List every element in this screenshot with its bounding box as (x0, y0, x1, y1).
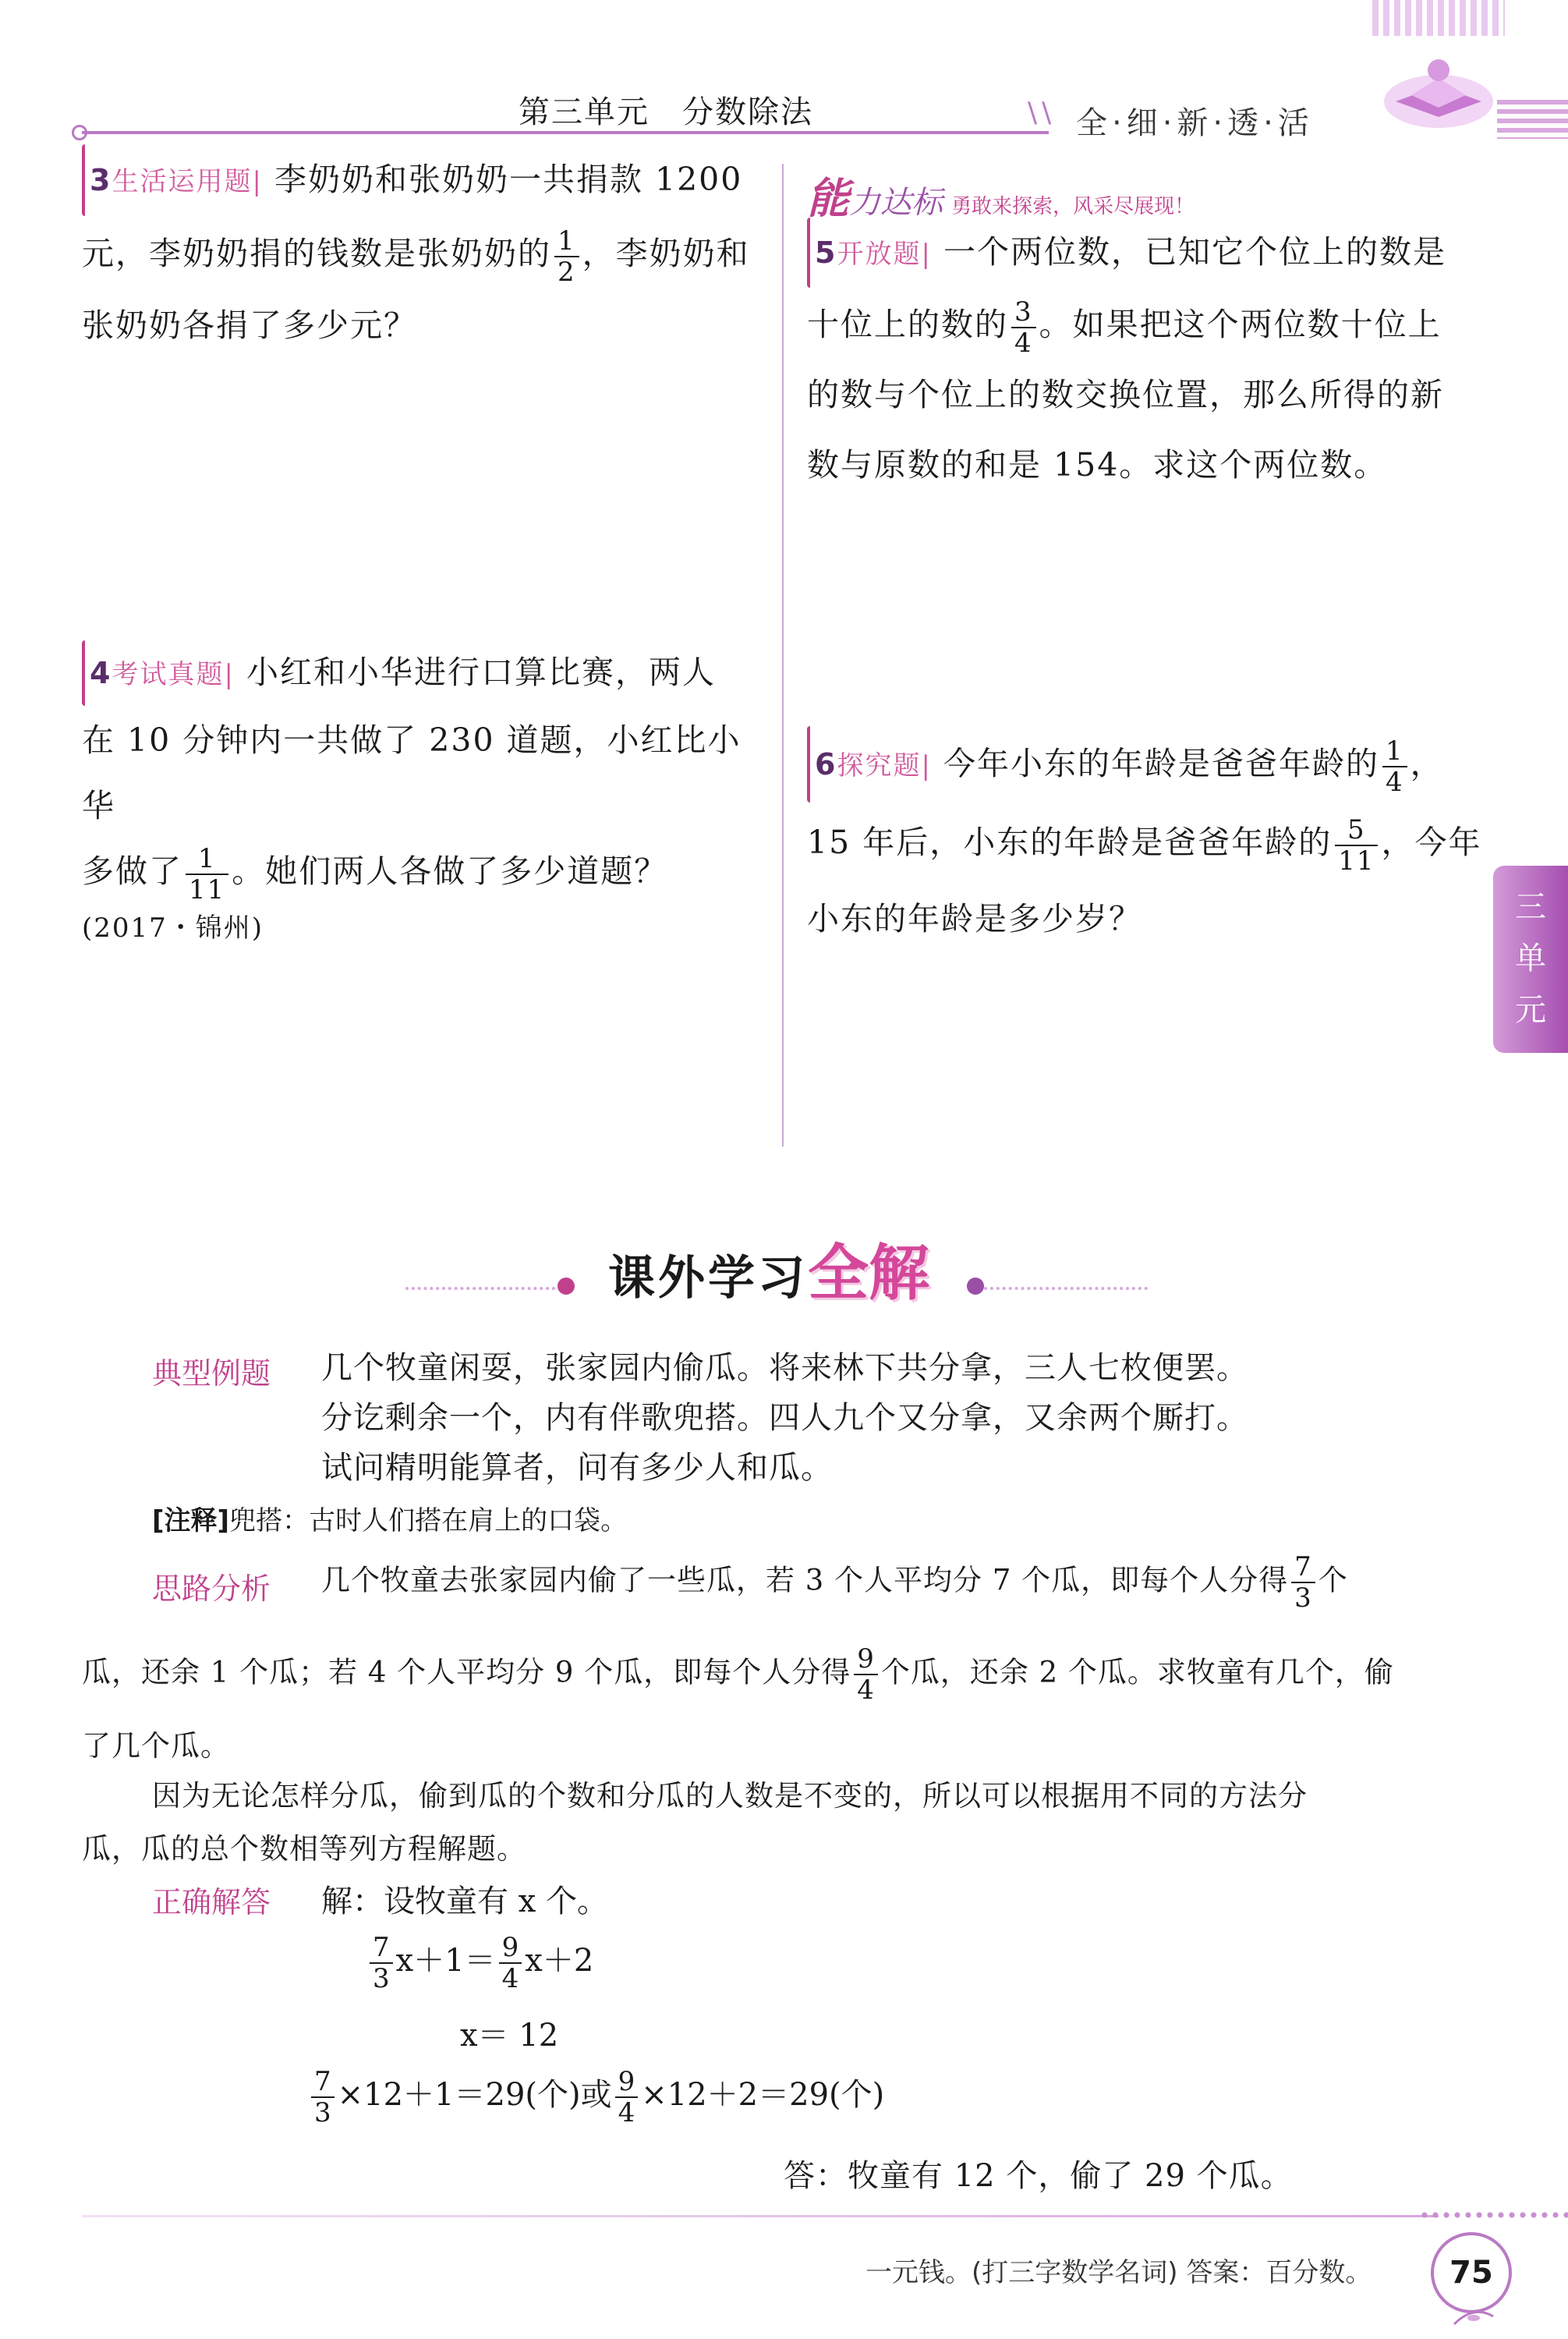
question-text: ，李奶奶和 (582, 235, 750, 272)
question-text: 一个两位数，已知它个位上的数是 (943, 233, 1446, 271)
section-title-text: 课外学习 (608, 1251, 808, 1306)
section-dot-left (557, 1278, 575, 1295)
equation-3 (308, 2067, 884, 2128)
section-title-emphasis: 全解 (808, 1238, 930, 1309)
question-text: 。如果把这个两位数十位上 (1039, 306, 1442, 343)
question-3-line-3: 张奶奶各捐了多少元？ (82, 307, 417, 344)
question-source: (2017・锦州) (82, 912, 264, 944)
equation-1 (366, 1933, 593, 1993)
equation-text: ×12＋2＝29(个) (641, 2077, 885, 2113)
question-tag: 探究题 (837, 750, 922, 781)
question-3-line-1: 3生活运用题| 李奶奶和张奶奶一共捐款 1200 (82, 144, 768, 218)
book-logo-icon (1380, 47, 1497, 133)
question-tag: 生活运用题 (111, 166, 253, 197)
ability-slogan: 勇敢来探索，风采尽展现！ (951, 195, 1195, 218)
poem-line: 几个牧童闲耍，张家园内偷瓜。将来林下共分拿，三人七枚便罢。 (321, 1350, 1248, 1386)
question-3 (82, 144, 768, 361)
analysis-label: 思路分析 (152, 1572, 271, 1606)
question-text: ， (1410, 745, 1444, 782)
footer-dots (1419, 2211, 1568, 2219)
answer-label: 正确解答 (152, 1885, 271, 1919)
fraction: $\frac{1}{4}$ (1382, 736, 1407, 797)
question-3-line-2 (82, 218, 768, 289)
question-number: 6 (807, 726, 837, 803)
fraction: $\frac{9}{4}$ (615, 2067, 639, 2128)
fraction: $\frac{7}{3}$ (370, 1933, 393, 1993)
question-text: 元，李奶奶捐的钱数是张奶奶的 (82, 235, 551, 272)
question-5: 5开放题| 一个两位数，已知它个位上的数是 十位上的数的 $\frac{3}{4}$ 。如果把这个两位数十位上 的数与个位上的数交换位置，那么所得的新 数与原数的和是 154。求这个两位数。 (807, 217, 1509, 500)
question-text: 在 10 分钟内一共做了 230 道题，小红比小华 (82, 721, 742, 824)
question-6: 6探究题| 今年小东的年龄是爸爸年龄的 $\frac{1}{4}$ ， 15 年后，小东的年龄是爸爸年龄的 $\frac{5}{11}$ ，今年 小东的年龄是多少岁？ (807, 725, 1509, 957)
fraction: $\frac{7}{3}$ (311, 2067, 334, 2128)
example-label: 典型例题 (152, 1356, 271, 1391)
analysis-line-3: 了几个瓜。 (82, 1729, 230, 1763)
analysis-text: 几个牧童去张家园内偷了一些瓜，若 3 个人平均分 7 个瓜，即每个人分得 (321, 1563, 1289, 1597)
fraction: $\frac{1}{11}$ (186, 844, 228, 905)
question-text: 15 年后，小东的年龄是爸爸年龄的 (807, 824, 1333, 861)
analysis-text: 个瓜，还余 2 个瓜。求牧童有几个，偷 (880, 1655, 1394, 1689)
header-decoration-stripes (1372, 0, 1505, 36)
leaf-ornament-icon (1450, 2301, 1497, 2332)
equation-text: x＋2 (525, 1943, 594, 1979)
question-text: 今年小东的年龄是爸爸年龄的 (943, 745, 1379, 782)
poem-line: 分讫剩余一个，内有伴歌兜搭。四人九个又分拿，又余两个厮打。 (321, 1400, 1248, 1436)
fraction: $\frac{9}{4}$ (499, 1933, 522, 1993)
column-divider (782, 164, 784, 1146)
section-dot-right (967, 1278, 984, 1295)
side-tab-char: 三 (1515, 889, 1546, 925)
question-text: 数与原数的和是 154。求这个两位数。 (807, 446, 1388, 484)
question-text: 。她们两人各做了多少道题？ (232, 852, 668, 890)
ability-title-big: 能 (807, 174, 849, 223)
note-text: 兜搭：古时人们搭在肩上的口袋。 (229, 1505, 628, 1536)
equation-text: ×12＋1＝29(个)或 (337, 2077, 612, 2113)
analysis-text: 个 (1318, 1563, 1348, 1597)
reason-line-1: 因为无论怎样分瓜，偷到瓜的个数和分瓜的人数是不变的，所以可以根据用不同的方法分 (152, 1779, 1308, 1813)
question-number: 5 (807, 218, 837, 288)
question-text: ，今年 (1381, 824, 1482, 861)
section-title (608, 1224, 929, 1312)
footer-riddle: 一元钱。(打三字数学名词) 答案：百分数。 (865, 2257, 1372, 2288)
poem-line: 试问精明能算者，问有多少人和瓜。 (321, 1450, 833, 1486)
fraction: $\frac{7}{3}$ (1291, 1552, 1315, 1613)
unit-side-tab (1493, 866, 1568, 1053)
note (152, 1499, 627, 1537)
footer-rule (82, 2215, 1439, 2217)
answer-intro: 解：设牧童有 x 个。 (321, 1884, 608, 1919)
question-text: 小东的年龄是多少岁？ (807, 900, 1142, 937)
section-dotline-left (405, 1287, 561, 1290)
question-text: 李奶奶和张奶奶一共捐款 1200 (274, 161, 743, 198)
final-answer: 答：牧童有 12 个，偷了 29 个瓜。 (784, 2158, 1293, 2194)
analysis-text: 瓜，还余 1 个瓜；若 4 个人平均分 9 个瓜，即每个人分得 (82, 1655, 851, 1689)
page-number: 75 (1431, 2232, 1512, 2313)
section-dotline-right (984, 1287, 1148, 1290)
motto-slash: \\ (1028, 97, 1057, 129)
note-label: [注释] (152, 1505, 230, 1536)
question-text: 小红和小华进行口算比赛，两人 (246, 654, 716, 691)
equation-text: x＋1＝ (395, 1943, 496, 1979)
question-text: 十位上的数的 (807, 306, 1008, 343)
question-text: 的数与个位上的数交换位置，那么所得的新 (807, 376, 1444, 413)
fraction: $\frac{9}{4}$ (854, 1644, 878, 1705)
side-tab-char: 元 (1515, 992, 1546, 1028)
fraction: $\frac{1}{2}$ (554, 226, 579, 287)
analysis-line-1 (321, 1552, 1348, 1613)
side-tab-char: 单 (1515, 941, 1546, 976)
question-number: 3 (82, 144, 111, 216)
equation-2: x＝ 12 (460, 2018, 559, 2054)
question-tag: 开放题 (837, 239, 922, 270)
example-poem (321, 1343, 1248, 1493)
fraction: $\frac{5}{11}$ (1335, 815, 1378, 876)
chapter-title: 第三单元 分数除法 (519, 94, 813, 130)
question-number: 4 (82, 640, 111, 706)
ability-title: 力达标 (849, 185, 943, 221)
analysis-line-2 (82, 1644, 1394, 1705)
question-text: 多做了 (82, 852, 182, 890)
question-tag: 考试真题 (111, 659, 225, 690)
question-4: 4考试真题| 小红和小华进行口算比赛，两人 在 10 分钟内一共做了 230 道题，小红比小华 多做了 $\frac{1}{11}$ 。她们两人各做了多少道题？ (2017・锦州) (82, 640, 768, 952)
fraction: $\frac{3}{4}$ (1011, 297, 1036, 358)
header-right-stripes (1497, 100, 1568, 139)
header-motto: 全·细·新·透·活 (1076, 105, 1314, 141)
reason-line-2: 瓜，瓜的总个数相等列方程解题。 (82, 1832, 526, 1866)
